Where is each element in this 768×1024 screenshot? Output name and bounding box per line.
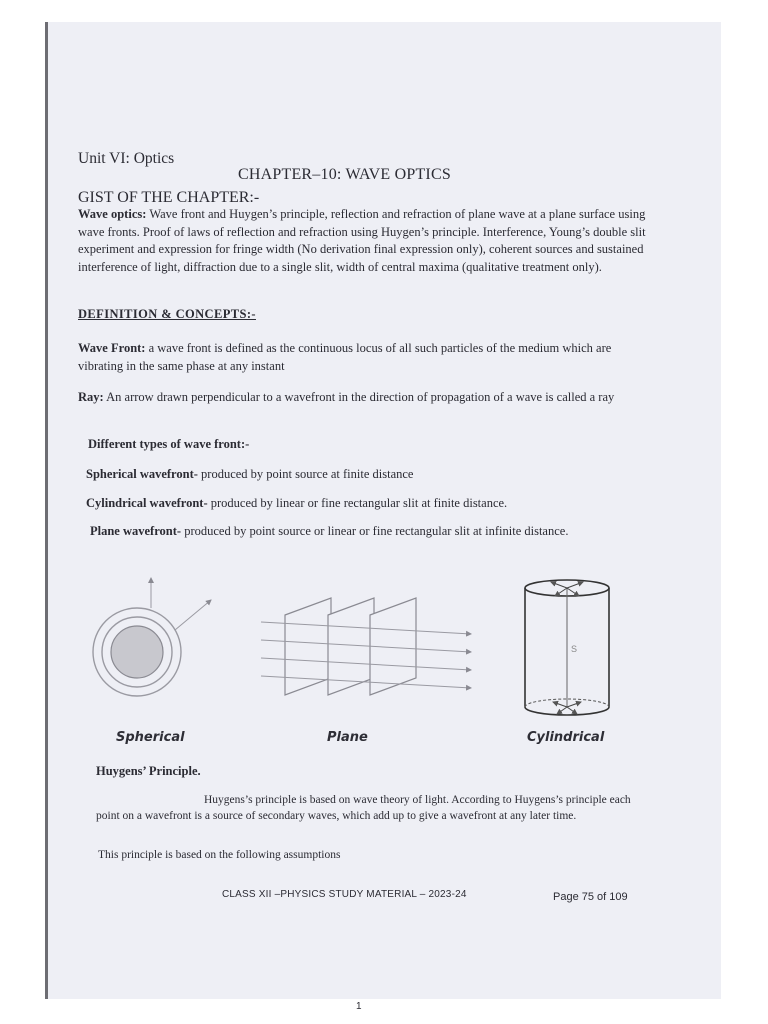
wavefront-figure (85, 570, 645, 720)
footer-title: CLASS XII –PHYSICS STUDY MATERIAL – 2023-24 (222, 889, 467, 900)
types-heading: Different types of wave front:- (88, 437, 250, 451)
definitions-heading: DEFINITION & CONCEPTS:- (78, 307, 256, 321)
spherical-label: Spherical wavefront- (86, 467, 198, 481)
unit-title: Unit VI: Optics (78, 150, 175, 167)
gist-text: Wave front and Huygen’s principle, reflection and refraction of plane wave at a plane surface using wave fronts. Proof of laws of reflection and refraction using Huygen’s principle. Interference, Young’s double slit experiment and expression for fringe width (No derivation final expression only), coherent sources and sustained interference of light, diffraction due to a single slit, width of central maxima (qualitative treatment only). (78, 207, 646, 274)
caption-spherical: Spherical (116, 730, 185, 745)
cylindrical-wavefront-line (86, 496, 507, 511)
gist-label: Wave optics: (78, 207, 147, 221)
scan-page-mark: 1 (356, 1001, 362, 1012)
caption-cylindrical: Cylindrical (527, 730, 605, 745)
spherical-wavefront-line (86, 467, 413, 482)
ray-definition (78, 389, 658, 407)
plane-text: produced by point source or linear or fine rectangular slit at infinite distance. (181, 524, 569, 538)
caption-plane: Plane (327, 730, 368, 745)
assumptions-line: This principle is based on the following assumptions (98, 849, 341, 861)
cylindrical-label: Cylindrical wavefront- (86, 496, 208, 510)
wave-front-definition (78, 340, 658, 375)
chapter-title: CHAPTER–10: WAVE OPTICS (238, 166, 451, 183)
ray-label: Ray: (78, 390, 104, 404)
plane-label: Plane wavefront- (90, 524, 182, 538)
huygens-heading: Huygens’ Principle. (96, 764, 201, 778)
gist-paragraph (78, 206, 658, 276)
spherical-text: produced by point source at finite distance (197, 467, 414, 481)
plane-wavefront-diagram (261, 598, 471, 695)
cylindrical-text: produced by linear or fine rectangular slit at finite distance. (207, 496, 508, 510)
wave-front-label: Wave Front: (78, 341, 146, 355)
ray-text: An arrow drawn perpendicular to a wavefront in the direction of propagation of a wave is called a ray (106, 390, 615, 404)
gist-heading: GIST OF THE CHAPTER:- (78, 189, 260, 206)
spherical-wavefront-diagram (93, 578, 211, 696)
page-number: Page 75 of 109 (553, 891, 628, 903)
cylindrical-wavefront-diagram (525, 580, 609, 715)
cylinder-slit-label: S (571, 644, 578, 654)
huygens-paragraph: Huygens’s principle is based on wave theory of light. According to Huygens’s principle each point on a wavefront is a source of secondary waves, which add up to give a wavefront at any later time. (96, 794, 631, 822)
plane-wavefront-line (90, 524, 568, 539)
wave-front-text: a wave front is defined as the continuous locus of all such particles of the medium which are vibrating in the same phase at any instant (78, 341, 612, 373)
